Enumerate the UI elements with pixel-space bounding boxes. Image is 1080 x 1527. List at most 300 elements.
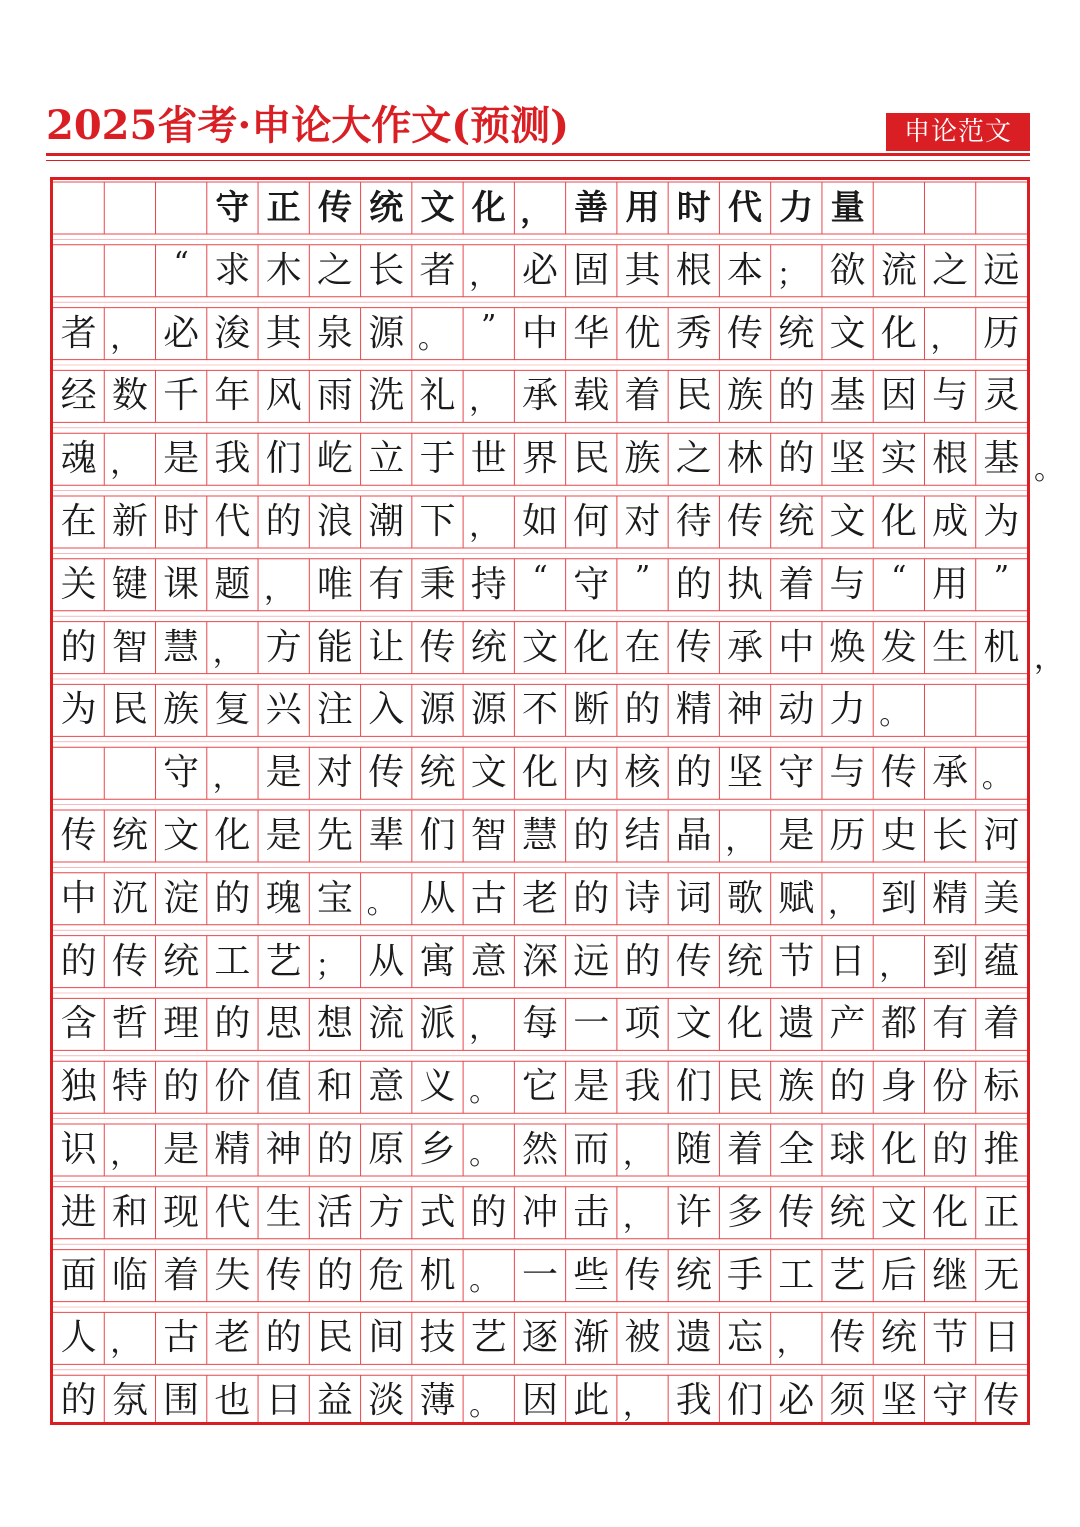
grid-cell: 神 <box>727 689 764 731</box>
grid-cell: 晶 <box>675 815 712 856</box>
grid-cell: 历 <box>829 815 866 856</box>
grid-cell: 。 <box>469 1388 500 1424</box>
grid-cell: 之 <box>316 249 353 291</box>
essay-row <box>53 308 1027 360</box>
grid-cell: ， <box>469 1011 500 1047</box>
essay-row <box>53 1061 1027 1113</box>
grid-cell: 的 <box>163 1066 200 1108</box>
grid-cell: ， <box>212 634 243 670</box>
grid-cell: 界 <box>521 438 558 480</box>
grid-cell: 着 <box>727 1129 764 1170</box>
grid-cell: 待 <box>675 501 712 542</box>
grid-cell: 不 <box>521 689 558 731</box>
grid-cell: ， <box>827 885 858 921</box>
grid-cell: 。 <box>417 320 448 356</box>
essay-row <box>53 370 1027 422</box>
grid-cell: 中 <box>778 626 815 668</box>
grid-cell: 千 <box>163 375 200 417</box>
grid-cell: 必 <box>521 249 558 291</box>
grid-cell: 承 <box>932 752 969 794</box>
grid-cell: 欲 <box>829 249 866 291</box>
grid-cell: 浪 <box>316 501 353 542</box>
grid-cell: 历 <box>983 312 1020 354</box>
grid-cell: 流 <box>368 1003 405 1045</box>
grid-cell: 洗 <box>368 375 405 417</box>
grid-cell: 和 <box>316 1066 353 1108</box>
grid-cell: 量 <box>830 188 865 228</box>
grid-cell: 文 <box>420 188 455 228</box>
grid-cell: 统 <box>778 312 815 354</box>
grid-cell: 产 <box>829 1003 866 1045</box>
grid-cell: 成 <box>932 501 969 542</box>
grid-cell: 史 <box>880 815 917 856</box>
grid-cell: 何 <box>573 501 610 542</box>
grid-cell: 民 <box>675 375 712 417</box>
grid-cell: 化 <box>471 188 506 228</box>
grid-cell: 从 <box>368 940 405 982</box>
grid-cell: 族 <box>624 438 661 480</box>
grid-cell: 独 <box>60 1066 97 1108</box>
grid-cell: 技 <box>419 1317 456 1359</box>
grid-cell: ， <box>622 1388 653 1424</box>
grid-cell: 持 <box>470 563 507 605</box>
grid-cell: 键 <box>111 563 148 605</box>
grid-cell: 一 <box>521 1254 558 1296</box>
grid-cell: 用 <box>932 563 969 605</box>
grid-cell: 统 <box>829 1191 866 1233</box>
grid-cell: 远 <box>983 249 1020 291</box>
grid-cell: 化 <box>521 752 558 794</box>
grid-cell: 承 <box>521 375 558 417</box>
grid-cell: 化 <box>880 501 917 542</box>
grid-cell: 艺 <box>470 1317 507 1359</box>
grid-cell: 题 <box>214 563 251 605</box>
grid-cell: 的 <box>60 940 97 982</box>
grid-cell <box>104 747 155 799</box>
grid-cell: 者 <box>60 312 97 354</box>
grid-cell: 诗 <box>624 877 661 919</box>
grid-cell: ， <box>725 823 756 858</box>
grid-cell: 古 <box>470 877 507 919</box>
grid-cell: 本 <box>727 249 764 291</box>
grid-cell: 淀 <box>163 877 200 919</box>
grid-cell: 的 <box>573 877 610 919</box>
essay-row <box>53 496 1027 548</box>
grid-cell: 化 <box>727 1003 764 1045</box>
grid-cell: 传 <box>727 312 764 354</box>
grid-cell: 让 <box>368 626 405 668</box>
grid-cell: 意 <box>470 940 507 982</box>
grid-cell: 生 <box>265 1191 302 1233</box>
grid-cell: 传 <box>60 815 97 856</box>
grid-cell: 标 <box>983 1066 1020 1108</box>
essay-row <box>53 998 1027 1050</box>
grid-cell: 传 <box>624 1254 661 1296</box>
grid-cell: 派 <box>419 1003 456 1045</box>
grid-cell: 智 <box>111 626 148 668</box>
essay-row <box>53 245 1027 297</box>
essay-row <box>53 873 1027 925</box>
grid-cell: 中 <box>521 312 558 354</box>
grid-cell: 日 <box>983 1317 1020 1359</box>
grid-cell: 的 <box>214 877 251 919</box>
grid-cell: 正 <box>266 188 301 228</box>
grid-cell: 一 <box>573 1003 610 1045</box>
grid-cell <box>924 684 975 736</box>
grid-cell: ， <box>930 320 961 356</box>
grid-cell: 现 <box>163 1191 200 1233</box>
grid-cell: 数 <box>111 375 148 417</box>
essay-row <box>53 1250 1027 1302</box>
grid-cell: 灵 <box>983 375 1020 417</box>
grid-cell: 的 <box>316 1254 353 1296</box>
grid-cell: 和 <box>111 1191 148 1233</box>
grid-cell: 焕 <box>829 626 866 668</box>
grid-cell: 统 <box>880 1317 917 1359</box>
grid-cell: 节 <box>932 1317 969 1359</box>
grid-cell: 统 <box>419 752 456 794</box>
grid-cell: 断 <box>573 689 610 731</box>
grid-cell: 价 <box>214 1066 251 1108</box>
grid-cell: 时 <box>676 188 711 228</box>
grid-cell: 着 <box>778 563 815 605</box>
grid-cell: 艺 <box>265 940 302 982</box>
essay-row <box>53 182 1027 234</box>
grid-cell: 思 <box>265 1003 302 1045</box>
grid-cell: 的 <box>778 375 815 417</box>
grid-cell: 发 <box>880 626 917 668</box>
grid-cell: 民 <box>573 438 610 480</box>
grid-cell: 身 <box>880 1066 917 1108</box>
grid-cell: 能 <box>316 626 353 668</box>
grid-cell: 日 <box>829 940 866 982</box>
grid-cell: 美 <box>983 877 1020 919</box>
grid-cell: 的 <box>624 689 661 731</box>
grid-cell: 民 <box>316 1317 353 1359</box>
grid-cell: 结 <box>624 815 661 856</box>
grid-cell: 份 <box>932 1066 969 1108</box>
grid-cell: ” <box>634 559 651 595</box>
grid-cell: 。 <box>469 1074 500 1110</box>
grid-cell: 的 <box>932 1129 969 1170</box>
grid-cell: 屹 <box>316 438 353 480</box>
grid-cell: 精 <box>932 877 969 919</box>
grid-cell <box>53 747 104 799</box>
grid-cell: 远 <box>573 940 610 982</box>
grid-cell: 而 <box>573 1129 610 1170</box>
grid-cell: 与 <box>829 563 866 605</box>
grid-cell: 雨 <box>316 375 353 417</box>
grid-cell: 被 <box>624 1317 661 1359</box>
grid-cell: 们 <box>265 438 302 480</box>
grid-cell: 长 <box>932 815 969 856</box>
page-title: 2025省考·申论大作文(预测) <box>46 102 570 149</box>
grid-cell: 文 <box>829 501 866 542</box>
grid-cell: 失 <box>214 1254 251 1296</box>
grid-cell: 关 <box>60 563 97 605</box>
grid-cell: 文 <box>163 815 200 856</box>
grid-cell: 坚 <box>829 438 866 480</box>
grid-cell: 着 <box>624 375 661 417</box>
grid-cell: 源 <box>368 312 405 354</box>
grid-cell: 源 <box>470 689 507 731</box>
grid-cell: 唯 <box>316 563 353 605</box>
grid-cell: 是 <box>265 752 302 794</box>
grid-cell: 活 <box>316 1191 353 1233</box>
grid-cell: 乡 <box>419 1129 456 1170</box>
grid-cell: 许 <box>675 1191 712 1233</box>
grid-cell: 之 <box>675 438 712 480</box>
grid-cell: 精 <box>675 689 712 731</box>
grid-cell: 们 <box>419 815 456 856</box>
grid-cell: 特 <box>111 1066 148 1108</box>
grid-cell: 。 <box>469 1262 500 1298</box>
grid-cell: 正 <box>983 1191 1020 1233</box>
grid-cell: 世 <box>470 438 507 480</box>
grid-cell: 手 <box>727 1254 764 1296</box>
margin-punctuation: ， <box>1034 640 1064 676</box>
grid-cell: 。 <box>981 760 1012 796</box>
grid-cell: 守 <box>778 752 815 794</box>
grid-cell: ； <box>315 948 346 984</box>
grid-cell: 在 <box>624 626 661 668</box>
grid-cell: 课 <box>163 563 200 605</box>
grid-cell: 固 <box>573 249 610 291</box>
grid-cell: 传 <box>778 1191 815 1233</box>
grid-cell: 到 <box>932 940 969 982</box>
grid-cell: 入 <box>368 689 405 731</box>
grid-cell: 神 <box>265 1129 302 1170</box>
grid-cell: 此 <box>573 1380 610 1422</box>
grid-cell: 的 <box>675 752 712 794</box>
grid-cell: 在 <box>60 501 97 542</box>
grid-cell: 秀 <box>675 312 712 354</box>
grid-cell: 无 <box>983 1254 1020 1296</box>
grid-cell: 理 <box>163 1003 200 1045</box>
grid-cell: 统 <box>727 940 764 982</box>
grid-cell: 坚 <box>727 752 764 794</box>
essay-row <box>53 747 1027 799</box>
grid-cell: 到 <box>880 877 917 919</box>
grid-cell: 原 <box>368 1129 405 1170</box>
grid-cell: 我 <box>624 1066 661 1108</box>
grid-cell: ， <box>622 1137 653 1172</box>
grid-cell: 益 <box>316 1380 353 1422</box>
grid-cell: 的 <box>778 438 815 480</box>
grid-cell: 传 <box>829 1317 866 1359</box>
grid-cell: 每 <box>521 1003 558 1045</box>
grid-cell: 必 <box>163 312 200 354</box>
grid-cell: 有 <box>932 1003 969 1045</box>
grid-cell: 我 <box>675 1380 712 1422</box>
grid-cell: 因 <box>880 375 917 417</box>
grid-cell: 传 <box>880 752 917 794</box>
grid-cell: 核 <box>624 752 661 794</box>
grid-cell: 文 <box>470 752 507 794</box>
grid-cell: 代 <box>214 501 251 542</box>
grid-cell: 寓 <box>419 940 456 982</box>
essay-row <box>53 433 1027 485</box>
grid-cell: 传 <box>368 752 405 794</box>
grid-cell: 工 <box>214 940 251 982</box>
grid-cell: 临 <box>111 1254 148 1296</box>
grid-cell: 长 <box>368 249 405 291</box>
grid-cell: 节 <box>778 940 815 982</box>
grid-cell: 化 <box>932 1191 969 1233</box>
grid-cell: 随 <box>675 1129 712 1170</box>
grid-cell: 人 <box>60 1317 97 1359</box>
header-divider-thin <box>46 160 1030 161</box>
grid-cell: 式 <box>419 1191 456 1233</box>
grid-cell: 与 <box>932 375 969 417</box>
grid-cell: 为 <box>60 689 97 731</box>
grid-cell: 从 <box>419 877 456 919</box>
grid-cell: 生 <box>932 626 969 668</box>
grid-cell: 渐 <box>573 1317 610 1359</box>
grid-cell: 逐 <box>521 1317 558 1359</box>
grid-cell: 古 <box>163 1317 200 1359</box>
grid-cell: 传 <box>317 188 352 228</box>
grid-cell: ， <box>469 383 500 419</box>
grid-cell <box>104 245 155 297</box>
grid-cell: 其 <box>624 249 661 291</box>
grid-cell: ， <box>520 195 551 230</box>
grid-cell: 薄 <box>419 1380 456 1422</box>
grid-cell: 泉 <box>316 312 353 354</box>
grid-cell: 统 <box>163 940 200 982</box>
grid-cell: 些 <box>573 1254 610 1296</box>
grid-cell: 统 <box>675 1254 712 1296</box>
grid-cell: 力 <box>779 188 814 228</box>
grid-cell: 善 <box>574 188 609 228</box>
grid-cell: 击 <box>573 1191 610 1233</box>
grid-cell: 多 <box>727 1191 764 1233</box>
grid-cell: ， <box>776 1325 807 1361</box>
grid-cell: 文 <box>675 1003 712 1045</box>
grid-cell: 是 <box>265 815 302 856</box>
grid-cell: 林 <box>727 438 764 480</box>
grid-cell: 实 <box>880 438 917 480</box>
grid-cell: 时 <box>163 501 200 542</box>
grid-cell: 载 <box>573 375 610 417</box>
grid-cell: 统 <box>111 815 148 856</box>
grid-cell: 间 <box>368 1317 405 1359</box>
grid-cell: 根 <box>932 438 969 480</box>
grid-cell: 秉 <box>419 563 456 605</box>
grid-cell: 也 <box>214 1380 251 1422</box>
grid-cell: 下 <box>419 501 456 542</box>
grid-cell: 经 <box>60 375 97 417</box>
grid-cell: 兴 <box>265 689 302 731</box>
grid-cell: 为 <box>983 501 1020 542</box>
grid-cell: 文 <box>521 626 558 668</box>
grid-cell: 是 <box>778 815 815 856</box>
grid-cell <box>976 182 1027 234</box>
grid-cell: 日 <box>265 1380 302 1422</box>
grid-cell: 词 <box>675 877 712 919</box>
grid-cell: 守 <box>163 752 200 794</box>
grid-cell: ” <box>993 559 1010 595</box>
grid-cell: 立 <box>368 438 405 480</box>
grid-cell: 艺 <box>829 1254 866 1296</box>
grid-cell: 统 <box>778 501 815 542</box>
grid-cell: 流 <box>880 249 917 291</box>
grid-cell: 们 <box>675 1066 712 1108</box>
grid-cell: 统 <box>470 626 507 668</box>
grid-cell: 围 <box>163 1380 200 1422</box>
grid-cell: 根 <box>675 249 712 291</box>
grid-cell: ” <box>481 308 497 344</box>
grid-cell: 方 <box>265 626 302 668</box>
grid-cell: 求 <box>214 249 251 291</box>
grid-cell <box>53 182 104 234</box>
grid-cell: 族 <box>778 1066 815 1108</box>
grid-cell: 族 <box>727 375 764 417</box>
grid-cell: 氛 <box>111 1380 148 1422</box>
grid-cell: 魂 <box>60 438 97 480</box>
grid-cell: 源 <box>419 689 456 731</box>
grid-cell: ， <box>110 1325 141 1361</box>
grid-cell: 识 <box>60 1129 97 1170</box>
grid-cell: 统 <box>369 188 404 228</box>
grid-cell: 用 <box>625 188 660 228</box>
grid-cell <box>873 182 924 234</box>
grid-cell <box>976 684 1027 736</box>
essay-row <box>53 1187 1027 1239</box>
grid-cell: ； <box>776 257 807 293</box>
grid-cell: 注 <box>316 689 353 731</box>
grid-cell: 因 <box>521 1380 558 1422</box>
essay-row <box>53 1375 1027 1427</box>
grid-cell: 于 <box>419 438 456 480</box>
grid-cell: ， <box>264 571 295 607</box>
grid-cell: 辈 <box>368 815 405 856</box>
grid-cell: 传 <box>419 626 456 668</box>
grid-cell: 化 <box>880 1129 917 1170</box>
grid-cell: 传 <box>675 626 712 668</box>
header-divider-thick <box>46 153 1030 156</box>
grid-cell: 的 <box>573 815 610 856</box>
grid-cell: 沉 <box>111 877 148 919</box>
grid-cell: 瑰 <box>265 877 302 919</box>
grid-cell: 哲 <box>111 1003 148 1045</box>
grid-cell: 必 <box>778 1380 815 1422</box>
grid-cell: 基 <box>829 375 866 417</box>
grid-cell: 工 <box>778 1254 815 1296</box>
grid-cell: 内 <box>573 752 610 794</box>
grid-cell: 机 <box>983 626 1020 668</box>
grid-cell: 进 <box>60 1191 97 1233</box>
grid-cell: 民 <box>111 689 148 731</box>
grid-cell: 方 <box>368 1191 405 1233</box>
grid-cell: 之 <box>932 249 969 291</box>
grid-cell: 是 <box>573 1066 610 1108</box>
essay-row <box>53 1124 1027 1176</box>
grid-cell: 的 <box>470 1191 507 1233</box>
grid-cell: 老 <box>214 1317 251 1359</box>
grid-cell: 复 <box>214 689 251 731</box>
grid-cell: 宝 <box>316 877 353 919</box>
grid-cell: 基 <box>983 438 1020 480</box>
grid-cell: 深 <box>521 940 558 982</box>
grid-cell: 的 <box>316 1129 353 1170</box>
grid-cell: 慧 <box>163 626 200 668</box>
grid-cell: 慧 <box>521 815 558 856</box>
grid-cell: 。 <box>366 885 397 921</box>
grid-cell: 。 <box>469 1137 500 1172</box>
grid-cell: 都 <box>880 1003 917 1045</box>
category-badge: 申论范文 <box>886 113 1030 151</box>
